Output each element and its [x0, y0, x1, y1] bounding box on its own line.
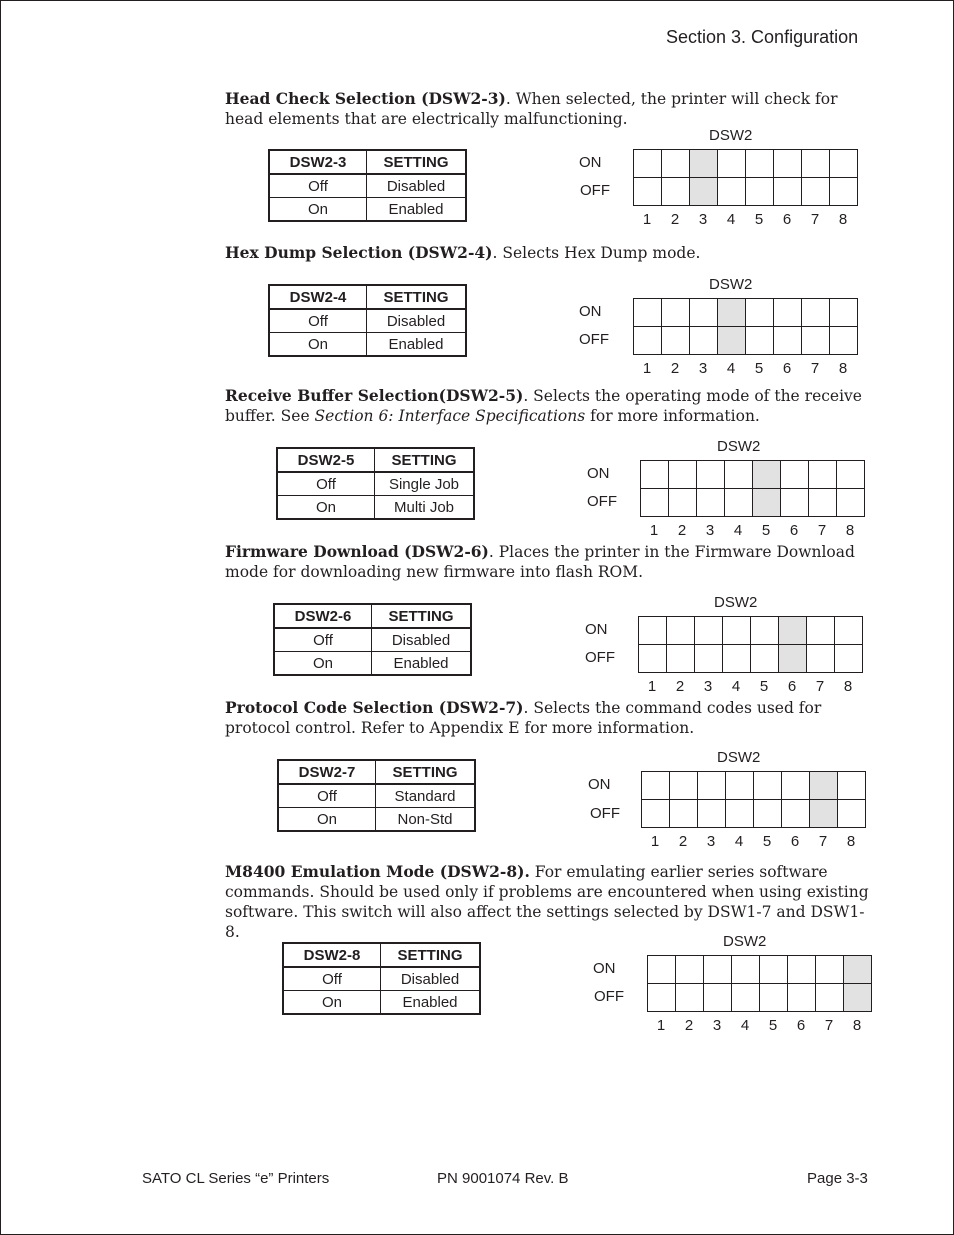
switch-2-off-cell	[662, 327, 690, 355]
switch-6-on-cell	[788, 956, 816, 984]
section-heading: Protocol Code Selection (DSW2-7)	[225, 698, 524, 717]
switch-number: 2	[684, 1017, 694, 1034]
switch-grid	[640, 460, 865, 517]
switch-5-on-cell	[746, 150, 774, 178]
switch-number: 7	[810, 211, 820, 228]
switch-3-off-cell	[690, 327, 718, 355]
switch-5-on-cell	[751, 617, 779, 645]
footer-product: SATO CL Series “e” Printers	[142, 1170, 330, 1187]
switch-3-on-cell	[698, 772, 726, 800]
switch-7-off-cell	[810, 800, 838, 828]
switch-3-off-cell	[690, 178, 718, 206]
switch-numbers	[647, 1017, 871, 1034]
switch-6-off-cell	[788, 984, 816, 1012]
switch-8-off-cell	[830, 178, 858, 206]
switch-number: 4	[734, 833, 744, 850]
switch-5-off-cell	[751, 645, 779, 673]
table-row	[278, 784, 475, 808]
dsw2-diagram	[587, 438, 887, 538]
switch-5-on-cell	[754, 772, 782, 800]
switch-number: 3	[706, 833, 716, 850]
switch-6-on-cell	[782, 772, 810, 800]
table-cell: Multi Job	[375, 496, 475, 520]
table-col-setting: SETTING	[376, 760, 476, 784]
switch-2-off-cell	[669, 489, 697, 517]
switch-2-off-cell	[670, 800, 698, 828]
section-m8400-emulation	[225, 862, 875, 942]
switch-8-off-cell	[838, 800, 866, 828]
table-cell: Single Job	[375, 472, 475, 496]
switch-number: 5	[761, 522, 771, 539]
table-cell: On	[269, 333, 367, 357]
switch-7-on-cell	[816, 956, 844, 984]
table-col-switch: DSW2-3	[269, 150, 367, 174]
footer-part-number: PN 9001074 Rev. B	[437, 1170, 569, 1187]
table-cell: Off	[269, 174, 367, 198]
switch-4-on-cell	[718, 299, 746, 327]
off-label: OFF	[594, 988, 624, 1005]
switch-1-on-cell	[641, 461, 669, 489]
switch-1-on-cell	[648, 956, 676, 984]
switch-1-off-cell	[648, 984, 676, 1012]
switch-2-on-cell	[676, 956, 704, 984]
dsw-title: DSW2	[709, 276, 753, 293]
switch-7-off-cell	[802, 327, 830, 355]
switch-number: 8	[838, 360, 848, 377]
switch-7-off-cell	[809, 489, 837, 517]
switch-4-off-cell	[723, 645, 751, 673]
table-cell: Off	[277, 472, 375, 496]
switch-2-on-cell	[669, 461, 697, 489]
switch-number: 2	[675, 678, 685, 695]
switch-number: 4	[731, 678, 741, 695]
switch-number: 1	[656, 1017, 666, 1034]
dsw-title: DSW2	[717, 438, 761, 455]
switch-numbers	[633, 360, 857, 377]
switch-5-on-cell	[760, 956, 788, 984]
switch-3-off-cell	[695, 645, 723, 673]
table-col-setting: SETTING	[381, 943, 481, 967]
switch-number: 1	[647, 678, 657, 695]
switch-number: 2	[670, 360, 680, 377]
switch-3-off-cell	[697, 489, 725, 517]
switch-7-on-cell	[809, 461, 837, 489]
switch-4-on-cell	[726, 772, 754, 800]
switch-2-on-cell	[667, 617, 695, 645]
switch-5-on-cell	[753, 461, 781, 489]
table-col-setting: SETTING	[372, 604, 472, 628]
setting-table	[268, 149, 467, 222]
switch-8-off-cell	[844, 984, 872, 1012]
switch-5-off-cell	[754, 800, 782, 828]
setting-table	[268, 284, 467, 357]
switch-number: 8	[843, 678, 853, 695]
section-text: . Selects Hex Dump mode.	[492, 244, 701, 262]
switch-1-off-cell	[639, 645, 667, 673]
switch-number: 5	[759, 678, 769, 695]
table-row	[269, 174, 466, 198]
switch-1-on-cell	[642, 772, 670, 800]
switch-7-off-cell	[802, 178, 830, 206]
table-col-switch: DSW2-4	[269, 285, 367, 309]
switch-7-off-cell	[807, 645, 835, 673]
section-text-after: for more information.	[585, 407, 760, 425]
switch-4-off-cell	[725, 489, 753, 517]
switch-6-on-cell	[774, 150, 802, 178]
switch-number: 1	[650, 833, 660, 850]
switch-8-off-cell	[835, 645, 863, 673]
switch-number: 2	[670, 211, 680, 228]
switch-number: 3	[703, 678, 713, 695]
switch-8-on-cell	[830, 150, 858, 178]
switch-8-on-cell	[837, 461, 865, 489]
switch-numbers	[640, 522, 864, 539]
switch-grid	[647, 955, 872, 1012]
dsw2-diagram	[593, 933, 893, 1033]
section-heading: M8400 Emulation Mode (DSW2-8).	[225, 862, 530, 881]
table-cell: Enabled	[367, 333, 467, 357]
table-cell: On	[283, 991, 381, 1015]
switch-3-on-cell	[704, 956, 732, 984]
switch-numbers	[641, 833, 865, 850]
table-cell: Disabled	[367, 309, 467, 333]
switch-number: 7	[810, 360, 820, 377]
section-text: . Places the printer in the Firmware Download mode for downloading new firmware into flash ROM.	[225, 543, 855, 581]
off-label: OFF	[585, 649, 615, 666]
table-row	[269, 309, 466, 333]
off-label: OFF	[580, 182, 610, 199]
table-row	[277, 472, 474, 496]
switch-number: 4	[733, 522, 743, 539]
section-heading: Head Check Selection (DSW2-3)	[225, 89, 506, 108]
table-row	[283, 991, 480, 1015]
switch-6-off-cell	[782, 800, 810, 828]
table-cell: Enabled	[381, 991, 481, 1015]
dsw2-diagram	[579, 127, 879, 227]
switch-6-on-cell	[779, 617, 807, 645]
switch-number: 3	[698, 360, 708, 377]
switch-3-on-cell	[690, 299, 718, 327]
table-cell: On	[274, 652, 372, 676]
switch-numbers	[633, 211, 857, 228]
switch-number: 6	[782, 211, 792, 228]
switch-number: 1	[642, 360, 652, 377]
table-cell: Enabled	[367, 198, 467, 222]
switch-grid	[638, 616, 863, 673]
table-col-setting: SETTING	[375, 448, 475, 472]
switch-1-off-cell	[634, 327, 662, 355]
switch-grid	[633, 298, 858, 355]
switch-number: 6	[787, 678, 797, 695]
switch-6-off-cell	[781, 489, 809, 517]
section-firmware-download	[225, 542, 875, 582]
switch-5-off-cell	[746, 327, 774, 355]
section-text: For emulating earlier series software commands. Should be used only if problems are encountered when using existing software. This switch will also affect the settings selected by DSW1-7 and DSW1-8.	[225, 863, 869, 941]
dsw-title: DSW2	[723, 933, 767, 950]
switch-number: 4	[740, 1017, 750, 1034]
switch-number: 7	[817, 522, 827, 539]
switch-number: 3	[698, 211, 708, 228]
footer-page-number: Page 3-3	[807, 1170, 868, 1187]
switch-number: 5	[754, 360, 764, 377]
off-label: OFF	[590, 805, 620, 822]
switch-numbers	[638, 678, 862, 695]
section-heading: Receive Buffer Selection(DSW2-5)	[225, 386, 524, 405]
switch-6-off-cell	[774, 327, 802, 355]
switch-number: 4	[726, 211, 736, 228]
switch-1-off-cell	[641, 489, 669, 517]
table-cell: On	[278, 808, 376, 832]
switch-4-off-cell	[726, 800, 754, 828]
on-label: ON	[585, 621, 608, 638]
table-cell: Off	[278, 784, 376, 808]
switch-number: 6	[782, 360, 792, 377]
section-head-check	[225, 89, 875, 129]
switch-number: 7	[815, 678, 825, 695]
switch-8-off-cell	[830, 327, 858, 355]
switch-8-off-cell	[837, 489, 865, 517]
switch-3-on-cell	[697, 461, 725, 489]
section-text: . When selected, the printer will check for head elements that are electrically malfunctioning.	[225, 90, 838, 128]
switch-grid	[633, 149, 858, 206]
table-cell: On	[269, 198, 367, 222]
switch-7-on-cell	[802, 299, 830, 327]
switch-4-on-cell	[732, 956, 760, 984]
switch-2-on-cell	[662, 150, 690, 178]
switch-7-on-cell	[810, 772, 838, 800]
setting-table	[276, 447, 475, 520]
switch-7-on-cell	[807, 617, 835, 645]
section-text: . Selects the command codes used for protocol control. Refer to Appendix E for more information.	[225, 699, 822, 737]
table-row	[277, 496, 474, 520]
off-label: OFF	[579, 331, 609, 348]
table-col-switch: DSW2-6	[274, 604, 372, 628]
switch-number: 8	[852, 1017, 862, 1034]
switch-3-off-cell	[698, 800, 726, 828]
section-hex-dump	[225, 243, 875, 263]
switch-number: 2	[678, 833, 688, 850]
switch-1-on-cell	[634, 150, 662, 178]
table-cell: Non-Std	[376, 808, 476, 832]
switch-4-on-cell	[723, 617, 751, 645]
switch-number: 5	[762, 833, 772, 850]
table-col-switch: DSW2-5	[277, 448, 375, 472]
switch-8-on-cell	[830, 299, 858, 327]
switch-number: 8	[838, 211, 848, 228]
on-label: ON	[588, 776, 611, 793]
switch-number: 5	[768, 1017, 778, 1034]
switch-6-off-cell	[779, 645, 807, 673]
section-receive-buffer	[225, 386, 875, 426]
switch-number: 1	[649, 522, 659, 539]
on-label: ON	[587, 465, 610, 482]
section-heading: Firmware Download (DSW2-6)	[225, 542, 489, 561]
table-col-switch: DSW2-8	[283, 943, 381, 967]
table-cell: Off	[274, 628, 372, 652]
switch-1-on-cell	[639, 617, 667, 645]
switch-5-off-cell	[753, 489, 781, 517]
switch-number: 6	[796, 1017, 806, 1034]
table-cell: On	[277, 496, 375, 520]
section-heading: Hex Dump Selection (DSW2-4)	[225, 243, 493, 262]
switch-2-on-cell	[670, 772, 698, 800]
switch-number: 5	[754, 211, 764, 228]
switch-4-off-cell	[732, 984, 760, 1012]
section-reference: Section 6: Interface Specifications	[314, 407, 586, 425]
page-header-title: Section 3. Configuration	[666, 27, 859, 47]
table-col-setting: SETTING	[367, 285, 467, 309]
table-cell: Off	[283, 967, 381, 991]
table-col-switch: DSW2-7	[278, 760, 376, 784]
on-label: ON	[579, 303, 602, 320]
switch-number: 1	[642, 211, 652, 228]
switch-7-on-cell	[802, 150, 830, 178]
switch-1-off-cell	[634, 178, 662, 206]
table-row	[269, 198, 466, 222]
switch-4-on-cell	[725, 461, 753, 489]
switch-6-on-cell	[774, 299, 802, 327]
on-label: ON	[579, 154, 602, 171]
table-cell: Off	[269, 309, 367, 333]
table-cell: Disabled	[372, 628, 472, 652]
setting-table	[273, 603, 472, 676]
on-label: ON	[593, 960, 616, 977]
switch-number: 7	[824, 1017, 834, 1034]
switch-8-on-cell	[838, 772, 866, 800]
table-cell: Standard	[376, 784, 476, 808]
switch-6-off-cell	[774, 178, 802, 206]
switch-grid	[641, 771, 866, 828]
switch-8-on-cell	[844, 956, 872, 984]
switch-3-on-cell	[695, 617, 723, 645]
switch-4-off-cell	[718, 327, 746, 355]
switch-5-on-cell	[746, 299, 774, 327]
dsw-title: DSW2	[714, 594, 758, 611]
table-col-setting: SETTING	[367, 150, 467, 174]
switch-number: 6	[789, 522, 799, 539]
switch-number: 3	[705, 522, 715, 539]
switch-number: 2	[677, 522, 687, 539]
switch-number: 4	[726, 360, 736, 377]
switch-number: 3	[712, 1017, 722, 1034]
switch-2-on-cell	[662, 299, 690, 327]
setting-table	[277, 759, 476, 832]
table-cell: Enabled	[372, 652, 472, 676]
switch-number: 8	[845, 522, 855, 539]
switch-8-on-cell	[835, 617, 863, 645]
switch-number: 8	[846, 833, 856, 850]
switch-4-off-cell	[718, 178, 746, 206]
table-row	[269, 333, 466, 357]
switch-1-on-cell	[634, 299, 662, 327]
dsw2-diagram	[585, 594, 885, 694]
table-row	[274, 628, 471, 652]
section-protocol-code	[225, 698, 875, 738]
switch-2-off-cell	[667, 645, 695, 673]
off-label: OFF	[587, 493, 617, 510]
table-cell: Disabled	[367, 174, 467, 198]
dsw2-diagram	[579, 276, 879, 376]
dsw-title: DSW2	[717, 749, 761, 766]
dsw-title: DSW2	[709, 127, 753, 144]
table-cell: Disabled	[381, 967, 481, 991]
section-text: . Selects the operating mode of the receive buffer. See	[225, 387, 862, 425]
switch-5-off-cell	[746, 178, 774, 206]
switch-2-off-cell	[676, 984, 704, 1012]
switch-3-off-cell	[704, 984, 732, 1012]
setting-table	[282, 942, 481, 1015]
dsw2-diagram	[588, 749, 888, 849]
switch-number: 6	[790, 833, 800, 850]
switch-4-on-cell	[718, 150, 746, 178]
switch-3-on-cell	[690, 150, 718, 178]
switch-7-off-cell	[816, 984, 844, 1012]
switch-6-on-cell	[781, 461, 809, 489]
table-row	[274, 652, 471, 676]
table-row	[283, 967, 480, 991]
switch-1-off-cell	[642, 800, 670, 828]
table-row	[278, 808, 475, 832]
switch-5-off-cell	[760, 984, 788, 1012]
switch-2-off-cell	[662, 178, 690, 206]
switch-number: 7	[818, 833, 828, 850]
